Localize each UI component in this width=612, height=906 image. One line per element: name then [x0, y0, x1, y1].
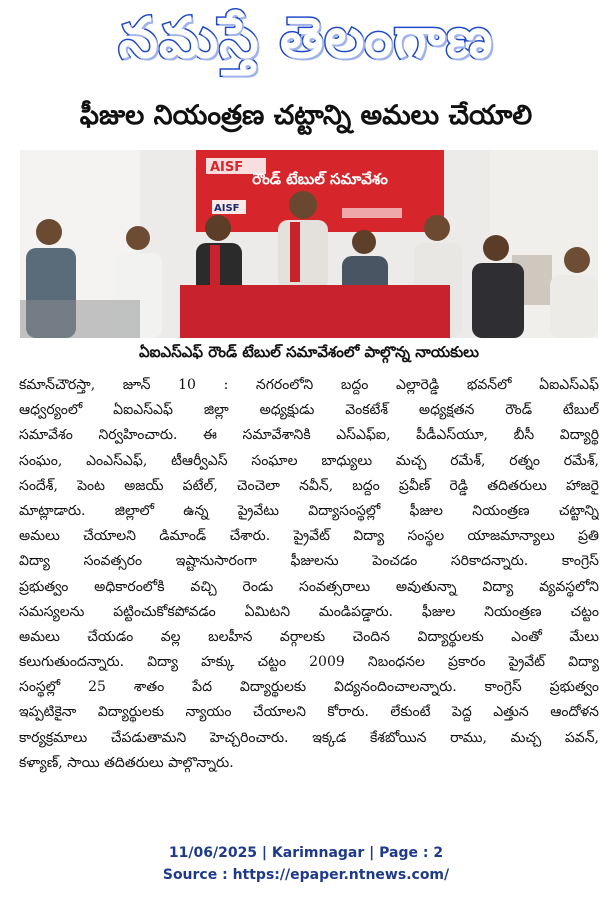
article-line: అమలు చేయడం వల్ల బలహీన వర్గాలకు చెందిన విద్యార్థులకు ఎంతో మేలు [19, 628, 599, 645]
article-line: విద్యా సంవత్సరం ఇష్టానుసారంగా ఫీజులను పెంచడం సరికాదన్నారు. కాంగ్రెస్ [19, 553, 599, 570]
article-line: కార్యక్రమాలు చేపడుతామని హెచ్చరించారు. ఇక్కడ కేశబోయిన రాము, మచ్చ పవన్, [19, 729, 599, 746]
news-photo [20, 150, 598, 338]
banner-text-1: AISF [210, 160, 244, 175]
article-line: సంఘం, ఎంఎస్ఎఫ్, టీఆర్వీఎస్ సంఘాల బాధ్యులు మచ్చ రమేశ్, రత్నం రమేశ్, [19, 452, 599, 469]
news-photo-illustration [20, 150, 598, 338]
article-line: ఇప్పటికైనా విద్యార్థులకు న్యాయం చేయాలని కోరారు. లేకుంటే పెద్ద ఎత్తున ఆందోళన [19, 704, 599, 721]
masthead [0, 6, 612, 84]
banner-text-2: రౌండ్ టేబుల్ సమావేశం [252, 170, 388, 188]
article-line: సమస్యలను పట్టించుకోకపోవడం ఏమిటని మండిపడ్డారు. ఫీజుల నియంత్రణ చట్టం [19, 603, 599, 620]
article-line: ప్రభుత్వం అధికారంలోకి వచ్చి రెండు సంవత్సరాలు అవుతున్నా విద్యా వ్యవస్థలోని [19, 578, 599, 595]
banner-text-3: AISF [214, 203, 240, 214]
tablecloth [180, 285, 450, 338]
article-body [19, 373, 599, 776]
article-line: సందేశ్, పెంట అజయ్ పటేల్, చెంచెలా నవీన్, బద్దం ప్రవీణ్ రెడ్డి తదితరులు హాజరై [19, 477, 599, 494]
article-line: అమలు చేయాలని డిమాండ్ చేశారు. ప్రైవేట్ విద్యా సంస్థల యాజమాన్యాలు ప్రతి [19, 528, 599, 545]
article-line: కలుగుతుందన్నారు. విద్యా హక్కు చట్టం 2009 నిబంధనల ప్రకారం ప్రైవేట్ విద్యా [19, 654, 599, 671]
banner [196, 150, 444, 232]
article-line: కళ్యాణ్, సాయి తదితరులు పాల్గొన్నారు. [19, 754, 234, 771]
newspaper-logo: నమస్తే తెలంగాణ [118, 5, 494, 71]
article-line: సమావేశం నిర్వహించారు. ఈ సమావేశానికి ఎస్ఎఫ్ఐ, పీడీఎస్‌యూ, బీసీ విద్యార్థి [19, 427, 599, 444]
footer-source: Source : https://epaper.ntnews.com/ [162, 867, 450, 883]
article-line: సంస్థల్లో 25 శాతం పేద విద్యార్థులకు విద్యనందించాలన్నారు. కాంగ్రెస్ ప్రభుత్వం [19, 679, 599, 696]
article-line: ఆధ్వర్యంలో ఏఐఎస్ఎఫ్ జిల్లా అధ్యక్షుడు వెంకటేశ్ అధ్యక్షతన రౌండ్ టేబుల్ [19, 402, 599, 419]
footer [0, 842, 612, 886]
article-line: మాట్లాడారు. జిల్లాలో ఉన్న ప్రైవేటు విద్యాసంస్థల్లో ఫీజుల నియంత్రణ చట్టాన్ని [19, 502, 599, 519]
photo-caption: ఏఐఎస్ఎఫ్ రౌండ్ టేబుల్ సమావేశంలో పాల్గొన్న నాయకులు [138, 342, 480, 361]
article-line: కమాన్‌చౌరస్తా, జూన్ 10 : నగరంలోని బద్దం ఎల్లారెడ్డి భవన్‌లో ఏఐఎస్ఎఫ్ [19, 377, 599, 393]
headline: ఫీజుల నియంత్రణ చట్టాన్ని అమలు చేయాలి [79, 100, 533, 131]
footer-date-edition: 11/06/2025 | Karimnagar | Page : 2 [168, 845, 444, 861]
